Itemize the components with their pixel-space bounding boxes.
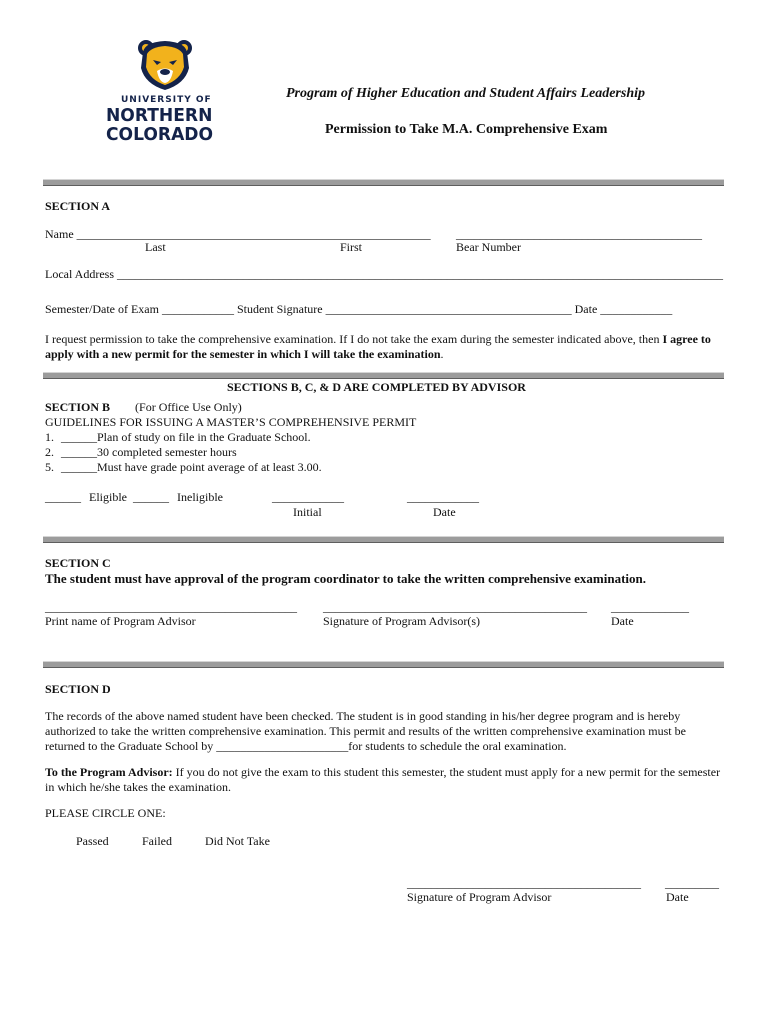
section-b-heading-row xyxy=(45,400,242,415)
c-date-label: Date xyxy=(611,614,634,628)
name-label: Name xyxy=(45,227,74,241)
request-paragraph: I request permission to take the comprehensive examination. If I do not take the exam during the semester indicated above, then I agree to apply with a new permit for the semester in which I will take the examination. xyxy=(45,332,711,361)
divider-2 xyxy=(43,372,724,379)
guideline-2-check[interactable]: ______ xyxy=(61,445,97,459)
guideline-5-check[interactable]: ______ xyxy=(61,460,97,474)
bear-number-sublabel: Bear Number xyxy=(456,240,521,254)
section-b-heading: SECTION B xyxy=(45,400,111,414)
section-d-paragraph: The records of the above named student have been checked. The student is in good standing in his/her degree program and is hereby authorized to take the written comprehensive examination. This permit and results of the written comprehensive examination must be returned to the Graduate School by ______________________for students to schedule the oral examination. xyxy=(45,709,686,753)
student-signature-label: Student Signature xyxy=(236,302,323,316)
to-advisor-paragraph: To the Program Advisor: If you do not give the exam to this student this semester, the student must apply for a new permit for the semester in which he/she takes the examination. xyxy=(45,765,721,794)
circle-instruction: PLEASE CIRCLE ONE: xyxy=(45,806,166,820)
return-by-field[interactable]: ______________________ xyxy=(216,739,349,753)
student-signature-field[interactable]: _________________________________________ xyxy=(325,302,572,316)
eligible-field[interactable]: ______ xyxy=(45,490,81,504)
eligibility-row xyxy=(45,490,223,505)
option-failed[interactable]: Failed xyxy=(142,834,172,848)
request-bold-text: I agree to apply with a new permit for the semester in which I will take the examination xyxy=(45,332,711,361)
guidelines-heading: GUIDELINES FOR ISSUING A MASTER’S COMPREHENSIVE PERMIT xyxy=(45,415,417,429)
eligible-label: Eligible xyxy=(89,490,127,504)
date-label: Date xyxy=(574,302,598,316)
ineligible-field[interactable]: ______ xyxy=(133,490,169,504)
divider-3 xyxy=(43,536,724,543)
office-use-note: (For Office Use Only) xyxy=(135,400,242,414)
university-logo xyxy=(104,38,226,146)
name-field[interactable]: ___________________________________________________________ xyxy=(76,227,431,241)
option-did-not-take[interactable]: Did Not Take xyxy=(205,834,270,848)
section-a-heading: SECTION A xyxy=(45,199,111,213)
semester-row xyxy=(45,302,672,317)
d-date-label: Date xyxy=(666,890,689,904)
semester-field[interactable]: ____________ xyxy=(161,302,234,316)
guideline-1-check[interactable]: ______ xyxy=(61,430,97,444)
name-row xyxy=(45,227,431,242)
first-sublabel: First xyxy=(340,240,363,254)
divider-1 xyxy=(43,179,724,186)
last-sublabel: Last xyxy=(145,240,166,254)
d-advisor-signature-label: Signature of Program Advisor xyxy=(407,890,552,904)
guideline-item-2: 2. ______30 completed semester hours xyxy=(45,445,237,459)
initial-label: Initial xyxy=(293,505,322,519)
section-c-heading: SECTION C xyxy=(45,556,111,570)
advisor-print-name-label: Print name of Program Advisor xyxy=(45,614,196,628)
logo-line-1: UNIVERSITY OF xyxy=(121,95,212,105)
c-date-field[interactable]: _____________ xyxy=(611,600,689,614)
d-date-field[interactable]: _________ xyxy=(665,876,719,890)
form-title: Permission to Take M.A. Comprehensive Exam xyxy=(325,122,608,137)
bear-number-field[interactable]: _________________________________________ xyxy=(456,227,702,241)
section-c-statement: The student must have approval of the program coordinator to take the written comprehensive examination. xyxy=(45,571,646,586)
guideline-item-1: 1. ______Plan of study on file in the Graduate School. xyxy=(45,430,311,444)
to-advisor-label: To the Program Advisor: xyxy=(45,765,173,779)
advisor-signature-field[interactable]: ____________________________________________ xyxy=(323,600,587,614)
section-d-heading: SECTION D xyxy=(45,682,111,696)
divider-4 xyxy=(43,661,724,668)
program-name: Program of Higher Education and Student Affairs Leadership xyxy=(286,86,645,101)
address-field[interactable]: _____________________________________________________________________________________________________ xyxy=(116,267,723,281)
b-date-label: Date xyxy=(433,505,456,519)
option-passed[interactable]: Passed xyxy=(76,834,109,848)
logo-line-2: NORTHERN xyxy=(106,105,213,126)
guideline-item-5: 5. ______Must have grade point average of at least 3.00. xyxy=(45,460,322,474)
date-field[interactable]: ____________ xyxy=(600,302,673,316)
logo-line-3: COLORADO xyxy=(106,124,214,145)
address-row xyxy=(45,267,723,282)
advisor-banner: SECTIONS B, C, & D ARE COMPLETED BY ADVISOR xyxy=(227,380,526,394)
ineligible-label: Ineligible xyxy=(177,490,223,504)
b-date-field[interactable]: ____________ xyxy=(407,490,479,504)
semester-label: Semester/Date of Exam xyxy=(45,302,159,316)
d-advisor-signature-field[interactable]: _______________________________________ xyxy=(407,876,641,890)
initial-field[interactable]: ____________ xyxy=(272,490,344,504)
advisor-signature-label: Signature of Program Advisor(s) xyxy=(323,614,480,628)
address-label: Local Address xyxy=(45,267,114,281)
advisor-print-name-field[interactable]: __________________________________________ xyxy=(45,600,297,614)
bear-head-icon xyxy=(137,38,193,92)
